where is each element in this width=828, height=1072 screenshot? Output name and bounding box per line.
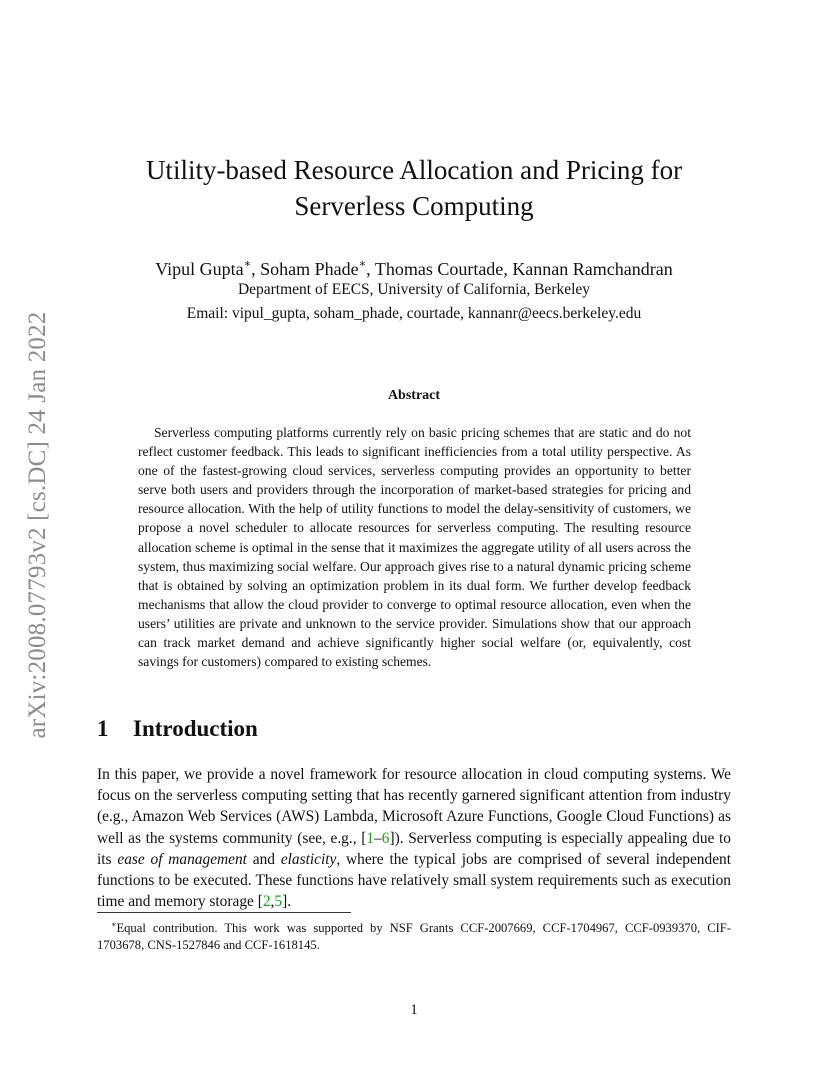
author-name: Soham Phade [260, 259, 359, 279]
footnote-divider [97, 912, 351, 913]
author-separator: , [251, 259, 261, 279]
intro-text: , where the typical jobs are comprised of several independent functions to be executed. These functions have relatively small system requirements such as execution time and memory storage [ [97, 850, 731, 911]
footnote-text: Equal contribution. This work was supported by NSF Grants CCF-2007669, CCF-1704967, CCF-0939370, CIF-1703678, CNS-1527846 and CCF-1618145. [97, 921, 731, 953]
intro-text: and [246, 850, 281, 868]
emphasis-text: elasticity [280, 850, 337, 868]
abstract-paragraph: Serverless computing platforms currently rely on basic pricing schemes that are static and do not reflect customer feedback. This leads to significant inefficiencies from a total utility perspective. As one of the fastest-growing cloud services, serverless computing provides an opportunity to better serve both users and providers through the incorporation of market-based strategies for pricing and resource allocation. With the help of utility functions to model the delay-sensitivity of customers, we propose a novel scheduler to allocate resources for serverless computing. The resulting resource allocation scheme is optimal in the sense that it maximizes the aggregate utility of all users across the system, thus maximizing social welfare. Our approach gives rise to a natural dynamic pricing scheme that is obtained by solving an optimization problem in its dual form. We further develop feedback mechanisms that allow the cloud provider to converge to optimal resource allocation, even when the users’ utilities are private and unknown to the service provider. Simulations show that our approach can track market demand and achieve significantly higher social welfare (or, equivalently, cost savings for customers) compared to existing schemes. [138, 425, 691, 670]
section-heading-introduction [97, 714, 258, 744]
author-name: Vipul Gupta [155, 259, 244, 279]
author-separator: , [503, 259, 513, 279]
page-number: 1 [410, 1002, 418, 1018]
emphasis-text: ease of management [117, 850, 247, 868]
author-name: Kannan Ramchandran [512, 259, 673, 279]
equal-contribution-mark: ∗ [358, 258, 367, 270]
citation-link[interactable]: 2 [262, 893, 271, 911]
equal-contribution-mark: ∗ [243, 258, 252, 270]
introduction-paragraph [97, 764, 731, 912]
footnote-mark: ∗ [111, 920, 117, 929]
citation-link[interactable]: 6 [381, 829, 390, 847]
author-separator: , [366, 259, 375, 279]
paper-title-line-1: Utility-based Resource Allocation and Pricing for [145, 155, 683, 185]
paper-title-line-2: Serverless Computing [294, 191, 534, 221]
footnote [97, 916, 731, 954]
author-email: Email: vipul_gupta, soham_phade, courtade, kannanr@eecs.berkeley.edu [186, 305, 642, 322]
citation-link[interactable]: 1 [366, 829, 375, 847]
arxiv-identifier-stamp [20, 290, 56, 760]
paper-title [60, 152, 768, 224]
citation-range-dash: – [374, 829, 382, 847]
arxiv-identifier-text: arXiv:2008.07793v2 [cs.DC] 24 Jan 2022 [24, 311, 51, 739]
author-list [60, 253, 768, 281]
author-name: Thomas Courtade [374, 259, 504, 279]
intro-text: ]. [282, 893, 292, 911]
intro-text: In this paper, we provide a novel framework for resource allocation in cloud computing systems. We focus on the serverless computing setting that has recently garnered significant attention from industry (e.g., Amazon Web Services (AWS) Lambda, Microsoft Azure Functions, Google Cloud Functions) as well as the systems community (see, e.g., [ [97, 766, 731, 847]
section-number: 1 [97, 716, 109, 741]
citation-separator: , [270, 893, 275, 911]
citation-link[interactable]: 5 [274, 893, 283, 911]
intro-text: ]). Serverless computing is especially appealing due to its [97, 829, 731, 868]
author-affiliation: Department of EECS, University of California, Berkeley [237, 281, 591, 298]
section-title: Introduction [133, 716, 258, 741]
abstract-heading: Abstract [387, 388, 441, 403]
